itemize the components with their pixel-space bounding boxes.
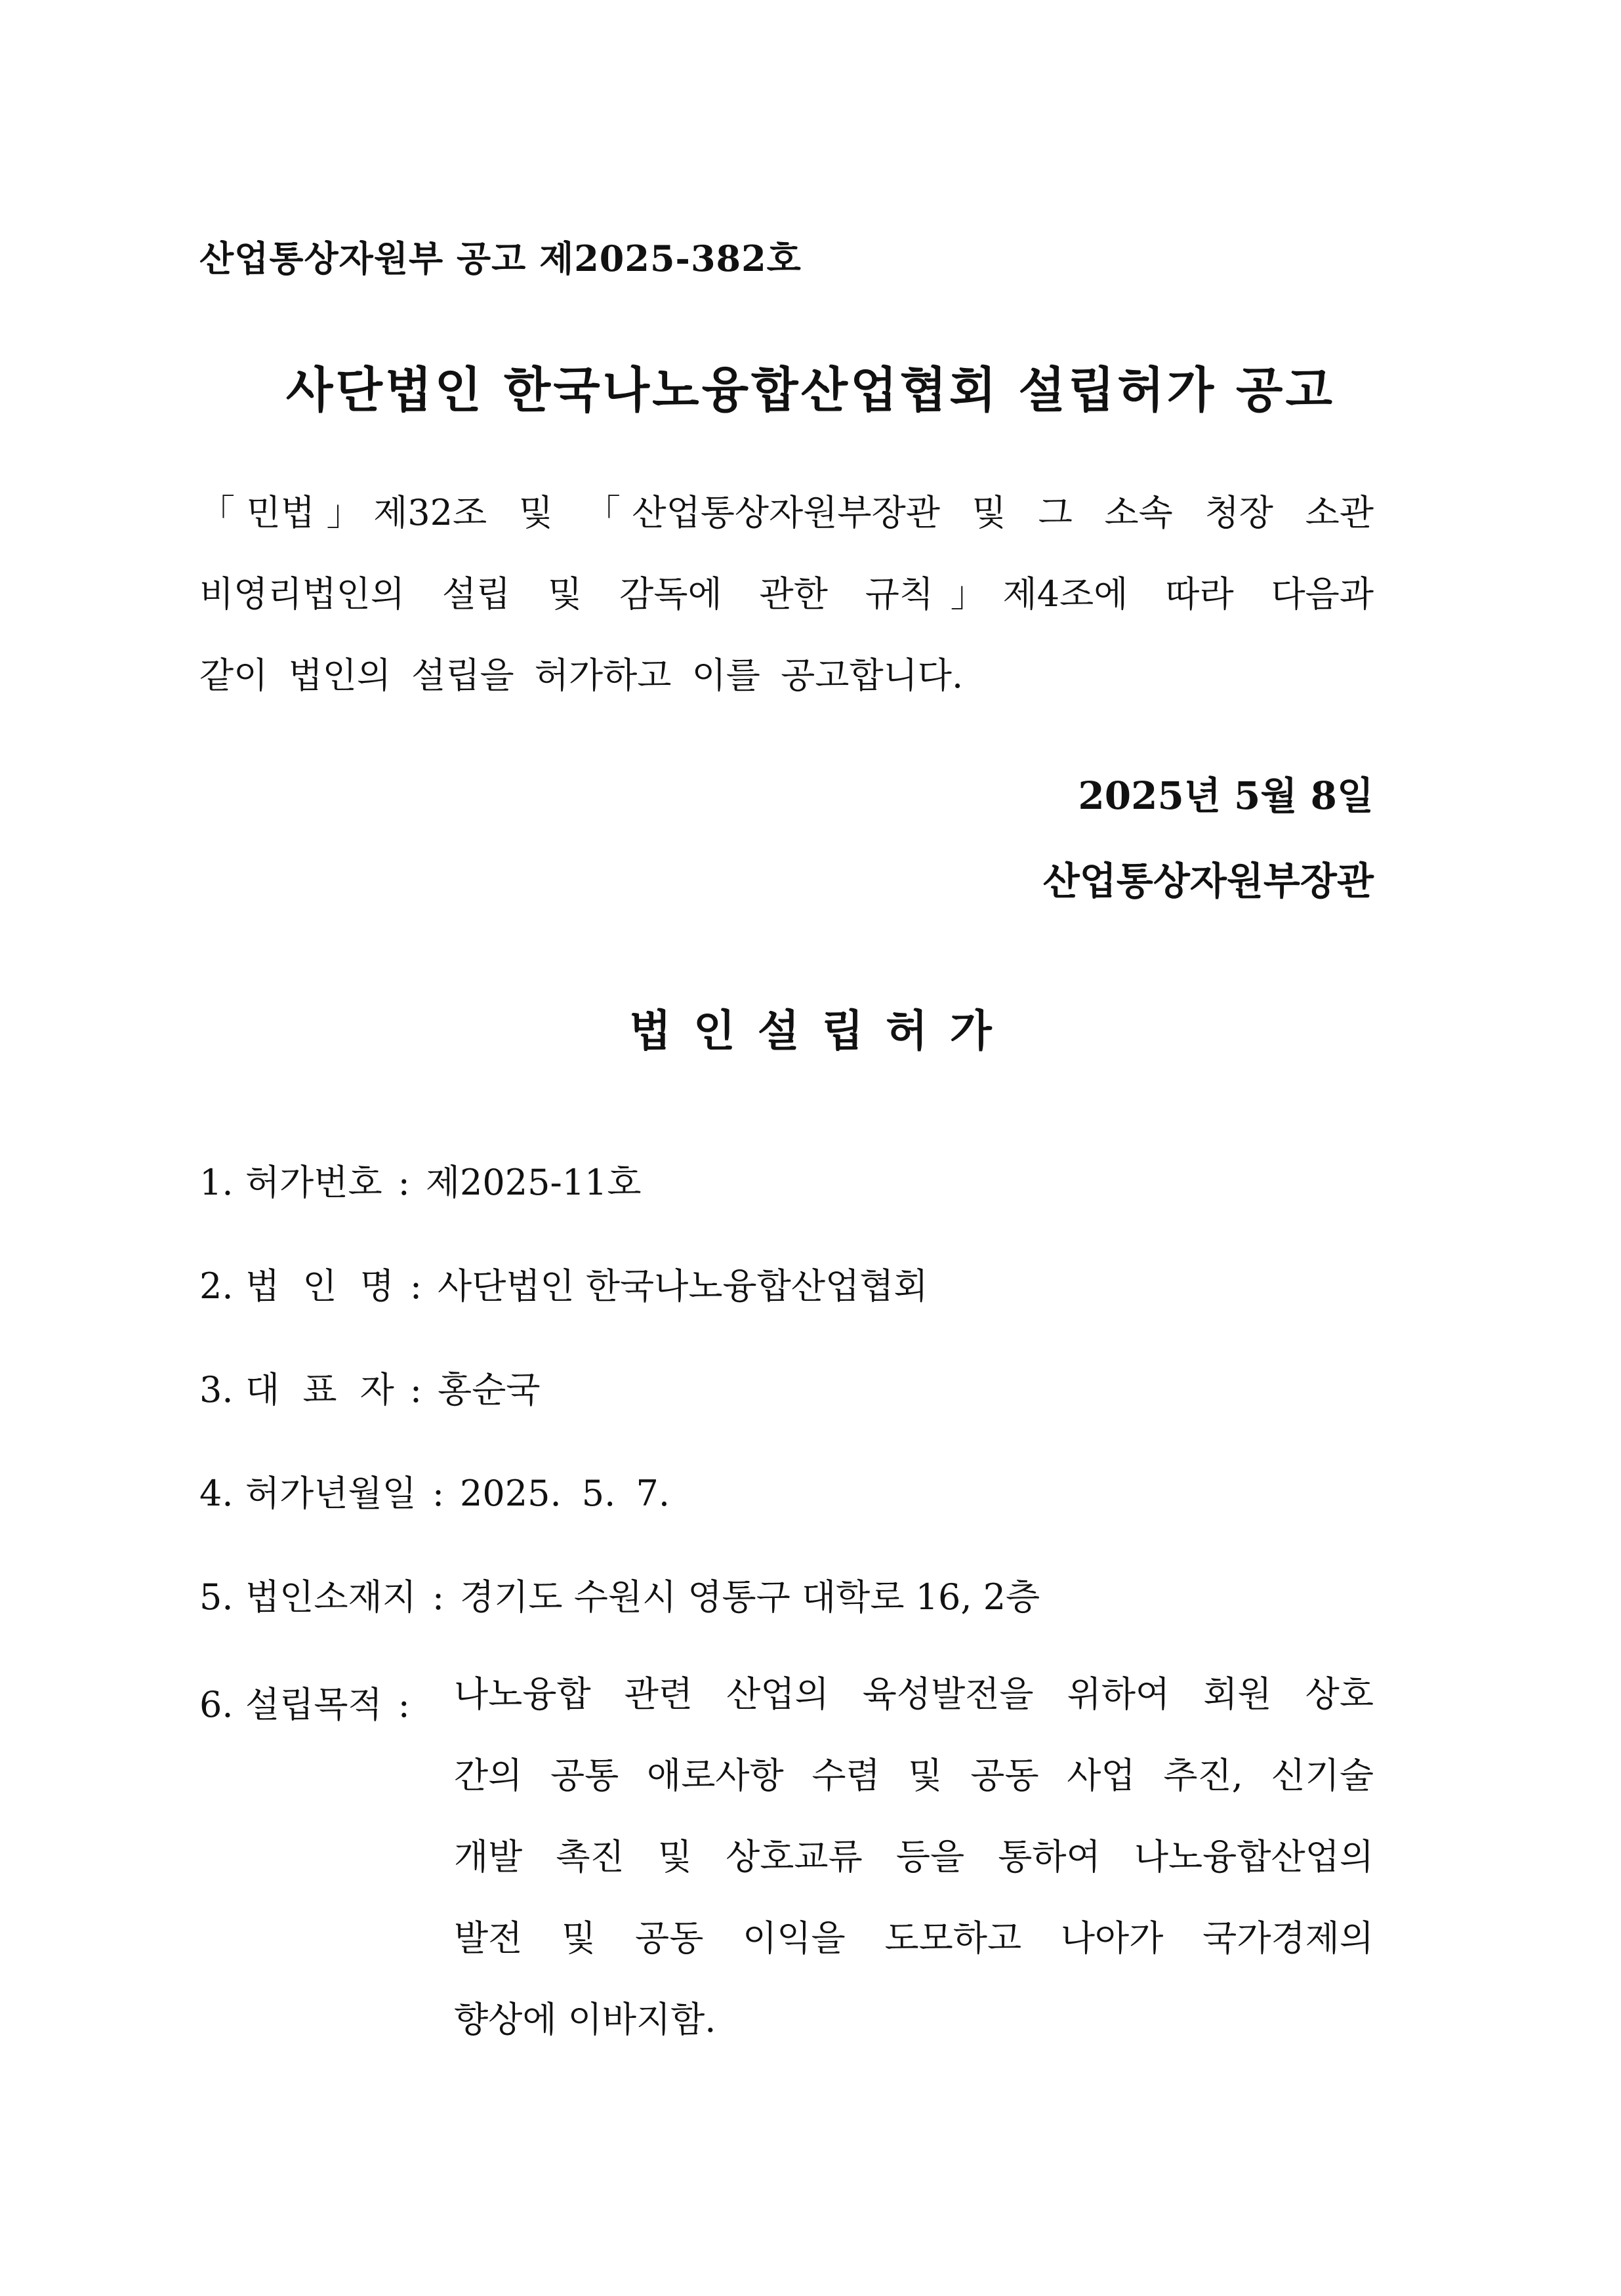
item-value: 사단법인 한국나노융합산업협회 — [438, 1265, 928, 1307]
item-label: 법 인 명 — [245, 1265, 394, 1307]
item-colon: : — [432, 1576, 445, 1618]
item-colon: : — [409, 1369, 422, 1410]
item-number: 2. — [199, 1265, 234, 1307]
intro-paragraph — [199, 472, 1374, 716]
issuer-name: 산업통상자원부장관 — [1042, 859, 1374, 903]
item-label: 법인소재지 — [245, 1576, 417, 1618]
item-number: 5. — [199, 1576, 234, 1618]
item-value: 경기도 수원시 영통구 대학로 16, 2층 — [460, 1576, 1040, 1618]
item-value: 2025. 5. 7. — [460, 1473, 670, 1514]
item-colon: : — [409, 1265, 422, 1307]
item-colon: : — [398, 1162, 410, 1203]
item-representative — [199, 1362, 1374, 1412]
notice-number: 산업통상자원부 공고 제2025-382호 — [199, 237, 802, 279]
item-value: 홍순국 — [438, 1369, 541, 1410]
item-corporation-name — [199, 1258, 1374, 1309]
item-value: 제2025-11호 — [425, 1162, 642, 1203]
notice-date: 2025년 5월 8일 — [1078, 773, 1374, 818]
item-colon: : — [398, 1684, 410, 1725]
item-number: 1. — [199, 1162, 234, 1203]
intro-line: 비영리법인의 설립 및 감독에 관한 규칙」제4조에 따라 다음과 — [199, 573, 1374, 615]
item-permit-date — [199, 1466, 1374, 1516]
item-colon: : — [432, 1473, 445, 1514]
purpose-line: 향상에 이바지함. — [454, 1999, 716, 2040]
item-number: 6. — [199, 1684, 234, 1725]
page-title: 사단법인 한국나노융합산업협회 설립허가 공고 — [286, 362, 1335, 419]
item-label: 대 표 자 — [245, 1369, 394, 1410]
item-label: 설립목적 — [245, 1684, 382, 1725]
intro-line: 「민법」제32조 및 「산업통상자원부장관 및 그 소속 청장 소관 — [199, 492, 1374, 533]
purpose-line: 간의 공통 애로사항 수렴 및 공동 사업 추진, 신기술 — [454, 1755, 1374, 1796]
item-address — [199, 1569, 1374, 1620]
item-number: 3. — [199, 1369, 234, 1410]
section-title: 법인설립허가 — [629, 1005, 1014, 1056]
purpose-line: 나노융합 관련 산업의 육성발전을 위하여 회원 상호 — [454, 1673, 1374, 1715]
purpose-line: 개발 촉진 및 상호교류 등을 통하여 나노융합산업의 — [454, 1836, 1374, 1877]
purpose-body — [454, 1654, 1374, 2060]
item-permit-number — [199, 1155, 1374, 1205]
purpose-head — [199, 1677, 426, 1727]
intro-line: 같이 법인의 설립을 허가하고 이를 공고합니다. — [199, 655, 964, 696]
purpose-line: 발전 및 공동 이익을 도모하고 나아가 국가경제의 — [454, 1917, 1374, 1959]
item-label: 허가년월일 — [245, 1473, 417, 1514]
item-number: 4. — [199, 1473, 234, 1514]
item-label: 허가번호 — [245, 1162, 382, 1203]
